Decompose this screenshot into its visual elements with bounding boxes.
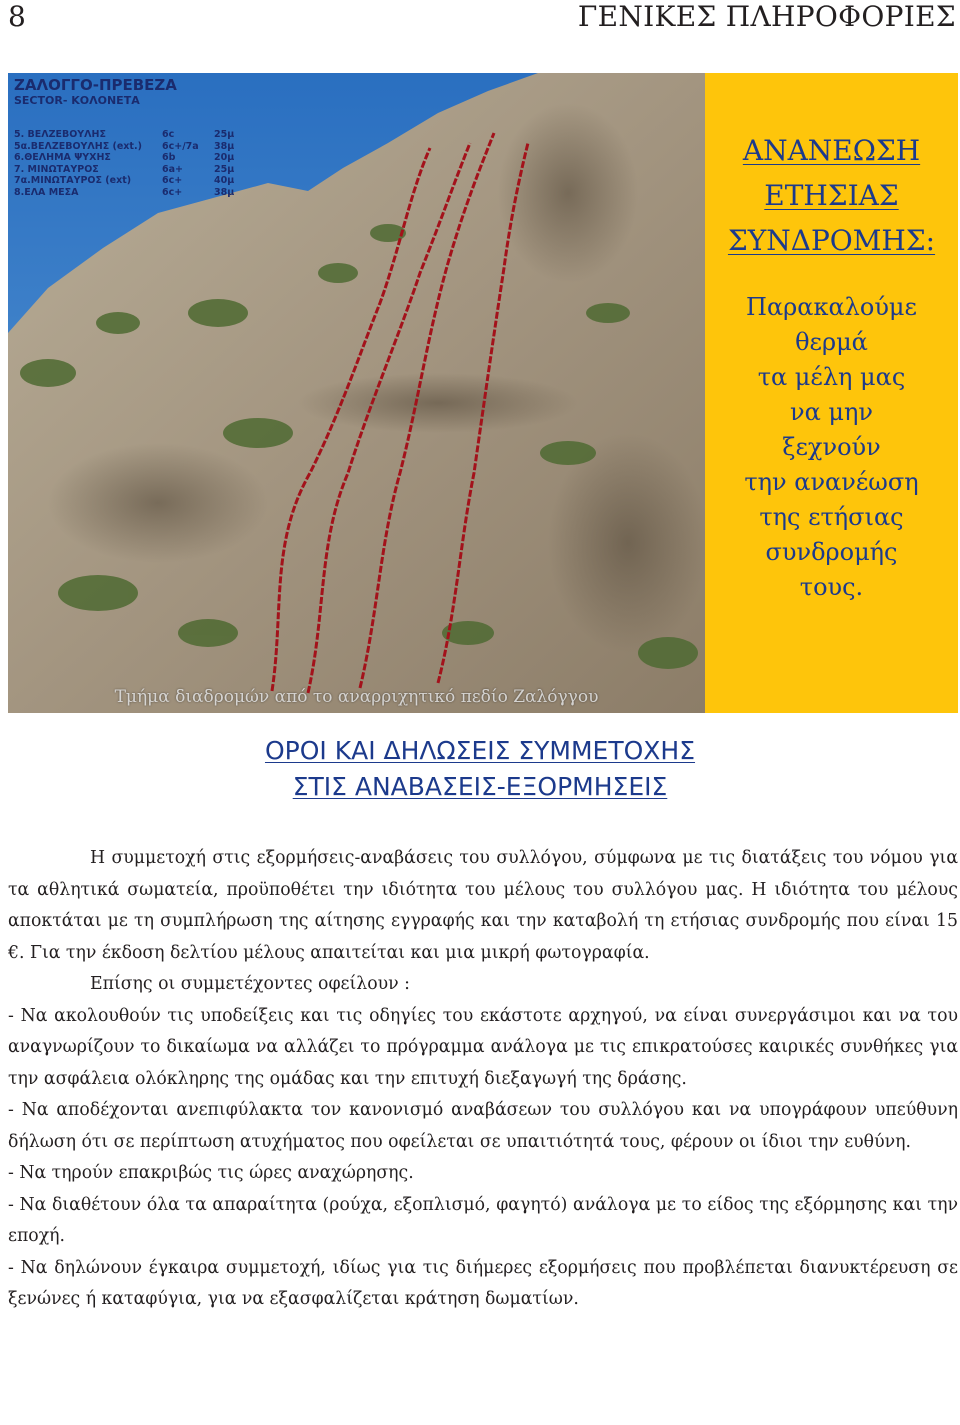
route-grade: 6c+/7a: [162, 140, 199, 152]
photo-caption: Τμήμα διαδρομών από το αναρριχητικό πεδίο Ζαλόγγου: [114, 687, 599, 707]
route-length: 25μ: [214, 163, 235, 175]
route-length: 20μ: [214, 152, 235, 163]
notice-body-line: της ετήσιας: [759, 503, 904, 531]
route-length: 38μ: [214, 140, 235, 152]
renewal-notice-box: [705, 73, 958, 713]
legend-route-row: [14, 175, 284, 187]
notice-heading-line: ΣΥΝΔΡΟΜΗΣ:: [727, 224, 936, 257]
section-title-line: ΟΡΟΙ ΚΑΙ ΔΗΛΩΣΕΙΣ ΣΥΜΜΕΤΟΧΗΣ: [264, 736, 696, 765]
body-text: [8, 843, 958, 1316]
route-length: 38μ: [214, 186, 235, 198]
intro-paragraph: Η συμμετοχή στις εξορμήσεις-αναβάσεις του συλλόγου, σύμφωνα με τις διατάξεις του νόμου για τα αθλητικά σωματεία, προϋποθέτει την ιδιότητα του μέλους του συλλόγου μας. Η ιδιότητα του μέλους αποκτάται με τη συμπλήρωση της αίτησης εγγραφής και την καταβολή τη ετήσιας συνδρομής που είναι 15 €. Για την έκδοση δελτίου μέλους απαιτείται και μια μικρή φωτογραφία.: [8, 848, 958, 963]
legend-title: ΖΑΛΟΓΓΟ-ΠΡΕΒΕΖΑ: [14, 76, 177, 94]
route-name: 8.ΕΛΑ ΜΕΣΑ: [14, 186, 79, 198]
section-title-line: ΣΤΙΣ ΑΝΑΒΑΣΕΙΣ-ΕΞΟΡΜΗΣΕΙΣ: [292, 772, 668, 801]
notice-heading: [705, 128, 958, 263]
route-length: 40μ: [214, 175, 235, 186]
notice-body-line: ξεχνούν: [782, 433, 881, 461]
route-grade: 6c+: [162, 175, 183, 186]
route-grade: 6b: [162, 152, 176, 163]
route-length: 25μ: [214, 129, 235, 140]
route-name: 6.ΘΕΛΗΜΑ ΨΥΧΗΣ: [14, 152, 111, 163]
route-grade: 6c: [162, 129, 175, 140]
page-number: 8: [8, 0, 26, 33]
notice-heading-line: ΑΝΑΝΕΩΣΗ: [742, 134, 921, 167]
climbing-routes-photo: [8, 73, 705, 713]
obligation-item: - Να δηλώνουν έγκαιρα συμμετοχή, ιδίως για τις διήμερες εξορμήσεις που προβλέπεται διανυκτέρευση σε ξενώνες ή καταφύγια, για να εξασφαλίζεται κράτηση δωματίων.: [8, 1257, 958, 1309]
notice-body-line: Παρακαλούμε: [746, 293, 917, 321]
route-name: 7. ΜΙΝΩΤΑΥΡΟΣ: [14, 163, 99, 175]
notice-body-line: τα μέλη μας: [757, 363, 906, 391]
notice-body: [705, 290, 958, 605]
legend-route-row: [14, 187, 284, 199]
running-head: ΓΕΝΙΚΕΣ ΠΛΗΡΟΦΟΡΙΕΣ: [577, 0, 956, 33]
notice-body-line: να μην: [790, 398, 873, 426]
route-grade: 6a+: [162, 163, 183, 175]
obligation-item: - Να διαθέτουν όλα τα απαραίτητα (ρούχα, εξοπλισμό, φαγητό) ανάλογα με το είδος της εξόρμησης και την εποχή.: [8, 1194, 958, 1246]
obligations-heading: Επίσης οι συμμετέχοντες οφείλουν :: [90, 974, 410, 994]
section-title: [0, 733, 960, 805]
legend-route-row: [14, 164, 284, 176]
notice-heading-line: ΕΤΗΣΙΑΣ: [764, 179, 899, 212]
obligation-item: - Να αποδέχονται ανεπιφύλακτα τον κανονισμό αναβάσεων του συλλόγου και να υπογράφουν υπεύθυνη δήλωση ότι σε περίπτωση ατυχήματος που οφείλεται σε υπαιτιότητά τους, φέρουν οι ίδιοι την ευθύνη.: [8, 1100, 958, 1152]
route-name: 5α.ΒΕΛΖΕΒΟΥΛΗΣ (ext.): [14, 140, 142, 152]
obligation-item: - Να ακολουθούν τις υποδείξεις και τις οδηγίες του εκάστοτε αρχηγού, να είναι συνεργάσιμοι και να του αναγνωρίζουν το δικαίωμα να αλλάζει το πρόγραμμα ανάλογα με τις επικρατούσες καιρικές συνθήκες για την ασφάλεια ολόκληρης της ομάδας και την επιτυχή διεξαγωγή της δράσης.: [8, 1005, 958, 1089]
legend-sector: SECTOR- ΚΟΛΟΝΕΤΑ: [14, 94, 140, 107]
obligation-item: - Να τηρούν επακριβώς τις ώρες αναχώρησης.: [8, 1163, 414, 1183]
notice-body-line: συνδρομής: [765, 538, 898, 566]
legend-route-row: [14, 152, 284, 164]
route-name: 5. ΒΕΛΖΕΒΟΥΛΗΣ: [14, 129, 106, 140]
route-legend: [14, 77, 284, 198]
legend-route-row: [14, 141, 284, 153]
notice-body-line: θερμά: [795, 328, 868, 356]
route-grade: 6c+: [162, 186, 183, 198]
route-name: 7α.ΜΙΝΩΤΑΥΡΟΣ (ext): [14, 175, 132, 186]
notice-body-line: τους.: [799, 573, 864, 601]
notice-body-line: την ανανέωση: [744, 468, 919, 496]
legend-route-row: [14, 129, 284, 141]
